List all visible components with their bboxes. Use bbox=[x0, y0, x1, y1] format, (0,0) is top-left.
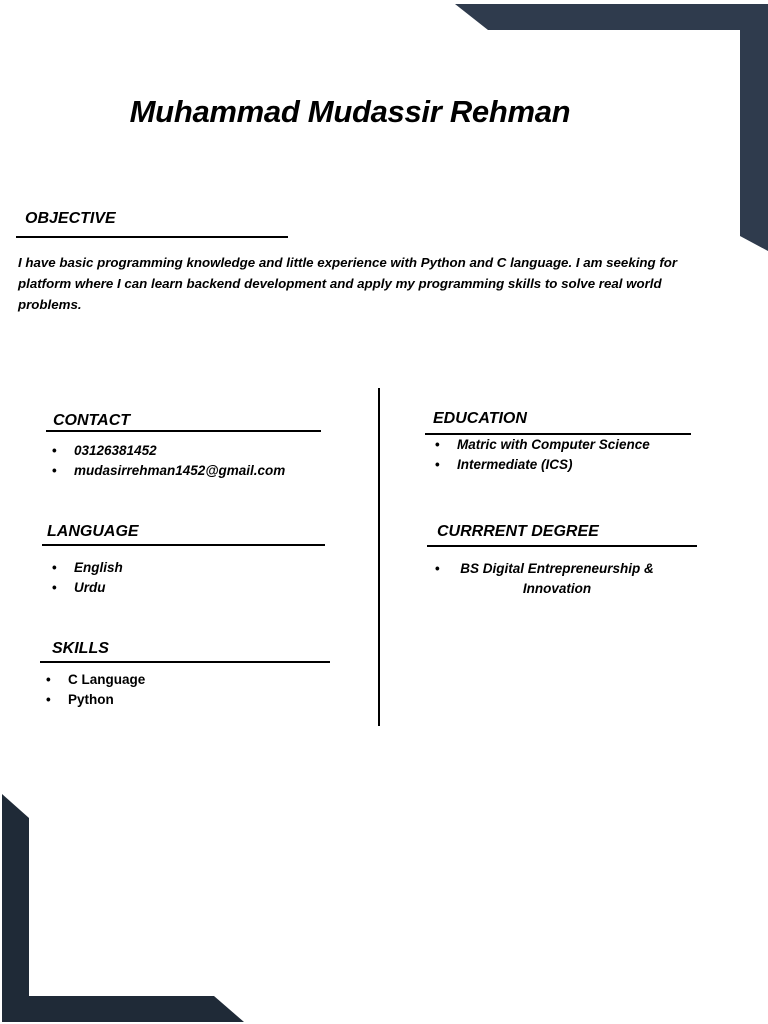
current-degree-heading: CURRRENT DEGREE bbox=[437, 523, 599, 540]
bullet-icon: • bbox=[435, 561, 440, 576]
skills-divider bbox=[40, 661, 330, 663]
education-list bbox=[435, 435, 650, 475]
objective-divider bbox=[16, 236, 288, 238]
column-divider bbox=[378, 388, 380, 726]
objective-text: I have basic programming knowledge and little experience with Python and C language. I am seeking for platform where I can learn backend development and apply my programming skills to solve real world problems. bbox=[18, 255, 678, 312]
current-degree-list bbox=[435, 559, 657, 599]
list-item: • Python bbox=[46, 690, 145, 710]
candidate-name: Muhammad Mudassir Rehman bbox=[129, 94, 571, 129]
bullet-icon: • bbox=[52, 443, 57, 458]
list-item: • Intermediate (ICS) bbox=[435, 455, 650, 475]
contact-phone: • 03126381452 bbox=[52, 441, 285, 461]
list-item: • C Language bbox=[46, 670, 145, 690]
education-heading: EDUCATION bbox=[433, 410, 527, 427]
bullet-icon: • bbox=[435, 437, 440, 452]
objective-heading: OBJECTIVE bbox=[25, 210, 116, 227]
bullet-icon: • bbox=[46, 672, 51, 687]
list-item: • English bbox=[52, 558, 123, 578]
list-item: • Urdu bbox=[52, 578, 123, 598]
skills-list bbox=[46, 670, 145, 710]
language-list bbox=[52, 558, 123, 598]
bottom-left-corner-bracket bbox=[2, 794, 244, 1022]
current-degree-divider bbox=[427, 545, 697, 547]
contact-divider bbox=[46, 430, 321, 432]
language-heading: LANGUAGE bbox=[47, 523, 139, 540]
bullet-icon: • bbox=[52, 560, 57, 575]
bullet-icon: • bbox=[46, 692, 51, 707]
skills-heading: SKILLS bbox=[52, 640, 109, 657]
bullet-icon: • bbox=[52, 580, 57, 595]
list-item: • BS Digital Entrepreneurship & Innovation bbox=[435, 561, 654, 596]
language-divider bbox=[42, 544, 325, 546]
list-item: • Matric with Computer Science bbox=[435, 435, 650, 455]
contact-list bbox=[52, 441, 285, 481]
contact-email: • mudasirrehman1452@gmail.com bbox=[52, 461, 285, 481]
bullet-icon: • bbox=[52, 463, 57, 478]
bullet-icon: • bbox=[435, 457, 440, 472]
contact-heading: CONTACT bbox=[53, 412, 131, 429]
